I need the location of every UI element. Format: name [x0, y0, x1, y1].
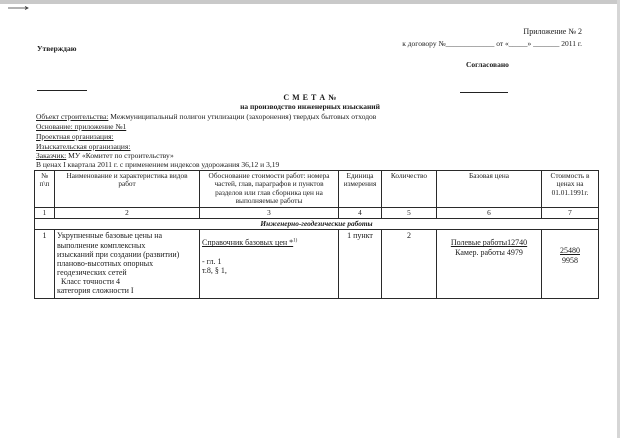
column-number: 3 — [200, 207, 339, 218]
scan-edge-top — [0, 0, 620, 4]
customer-label: Заказчик: — [36, 151, 67, 160]
work-name-line: выполнение комплексных — [57, 240, 146, 250]
work-name-line: геодезических сетей — [57, 268, 127, 278]
basis-line — [36, 123, 126, 131]
work-name-line: категория сложности I — [57, 286, 134, 296]
object-value: Межмуниципальный полигон утилизации (захоронения) твердых бытовых отходов — [108, 112, 377, 121]
basis-footnote: 1) — [293, 238, 298, 244]
appendix-label: Приложение № 2 — [523, 27, 582, 36]
basis-chapter: - гл. 1 — [202, 256, 222, 266]
column-number: 7 — [542, 207, 599, 218]
column-number: 6 — [437, 207, 542, 218]
header-cell-quantity: Количество — [382, 171, 437, 208]
estimate-table — [34, 170, 599, 299]
basis-label: Основание: приложение №1 — [36, 122, 127, 131]
design-org-line — [36, 133, 114, 141]
work-name-line: планово-высотных опорных — [57, 258, 154, 268]
column-number: 1 — [35, 207, 55, 218]
object-label: Объект строительства: — [36, 112, 109, 121]
work-name-line: Укрупненные базовые цены на — [57, 231, 163, 241]
header-cell-unit: Единица измерения — [339, 171, 382, 208]
header-cell-basis: Обоснование стоимости работ: номера частей, глав, параграфов и пунктов разделов или глав сборника цен на выполняемые работы — [200, 171, 339, 208]
row-work-name — [55, 230, 200, 299]
base-price-field: Полевые работы12740 — [450, 238, 528, 248]
column-number: 5 — [382, 207, 437, 218]
design-org-label: Проектная организация: — [36, 132, 114, 141]
basis-reference — [202, 238, 336, 247]
row-basis — [200, 230, 339, 299]
survey-org-label: Изыскательская организация: — [36, 142, 131, 151]
column-number: 4 — [339, 207, 382, 218]
approve-label: Утверждаю — [37, 44, 77, 53]
table-row — [35, 230, 599, 299]
agreed-signature-line — [460, 92, 508, 93]
row-unit: 1 пункт — [339, 230, 382, 299]
contract-reference: к договору №_____________ от «_____» _______ 2011 г. — [402, 39, 582, 48]
prices-note: В ценах I квартала 2011 г. с применением индексов удорожания 36,12 и 3,19 — [36, 160, 280, 169]
object-line — [36, 113, 376, 121]
header-cell-cost: Стоимость в ценах на 01.01.1991г. — [542, 171, 599, 208]
table-header-row — [35, 171, 599, 208]
header-cell-base-price: Базовая цена — [437, 171, 542, 208]
work-name-line: Класс точности 4 — [57, 277, 120, 287]
customer-line — [36, 152, 174, 160]
section-row — [35, 218, 599, 229]
header-cell-name: Наименование и характеристика видов работ — [55, 171, 200, 208]
row-number: 1 — [35, 230, 55, 299]
survey-org-line — [36, 143, 130, 151]
column-number: 2 — [55, 207, 200, 218]
approve-signature-line — [37, 90, 87, 91]
agreed-label: Согласовано — [466, 60, 509, 69]
work-name-line: изысканий при создании (развитии) — [57, 249, 180, 259]
row-quantity: 2 — [382, 230, 437, 299]
estimate-subtitle: на производство инженерных изысканий — [240, 102, 380, 111]
row-cost — [542, 230, 599, 299]
customer-value: МУ «Комитет по строительству» — [66, 151, 174, 160]
scan-arrow-mark — [8, 6, 30, 10]
header-cell-number: № п\п — [35, 171, 55, 208]
cost-field: 25480 — [560, 246, 580, 256]
estimate-title: С М Е Т А № — [283, 93, 337, 102]
base-price-office: Камер. работы 4979 — [455, 247, 523, 257]
cost-office: 9958 — [562, 255, 578, 265]
row-base-price — [437, 230, 542, 299]
basis-main-text: Справочник базовых цен * — [202, 238, 294, 248]
column-number-row — [35, 207, 599, 218]
section-title: Инженерно-геодезические работы — [35, 218, 599, 229]
basis-table-ref: т.8, § 1, — [202, 265, 227, 275]
